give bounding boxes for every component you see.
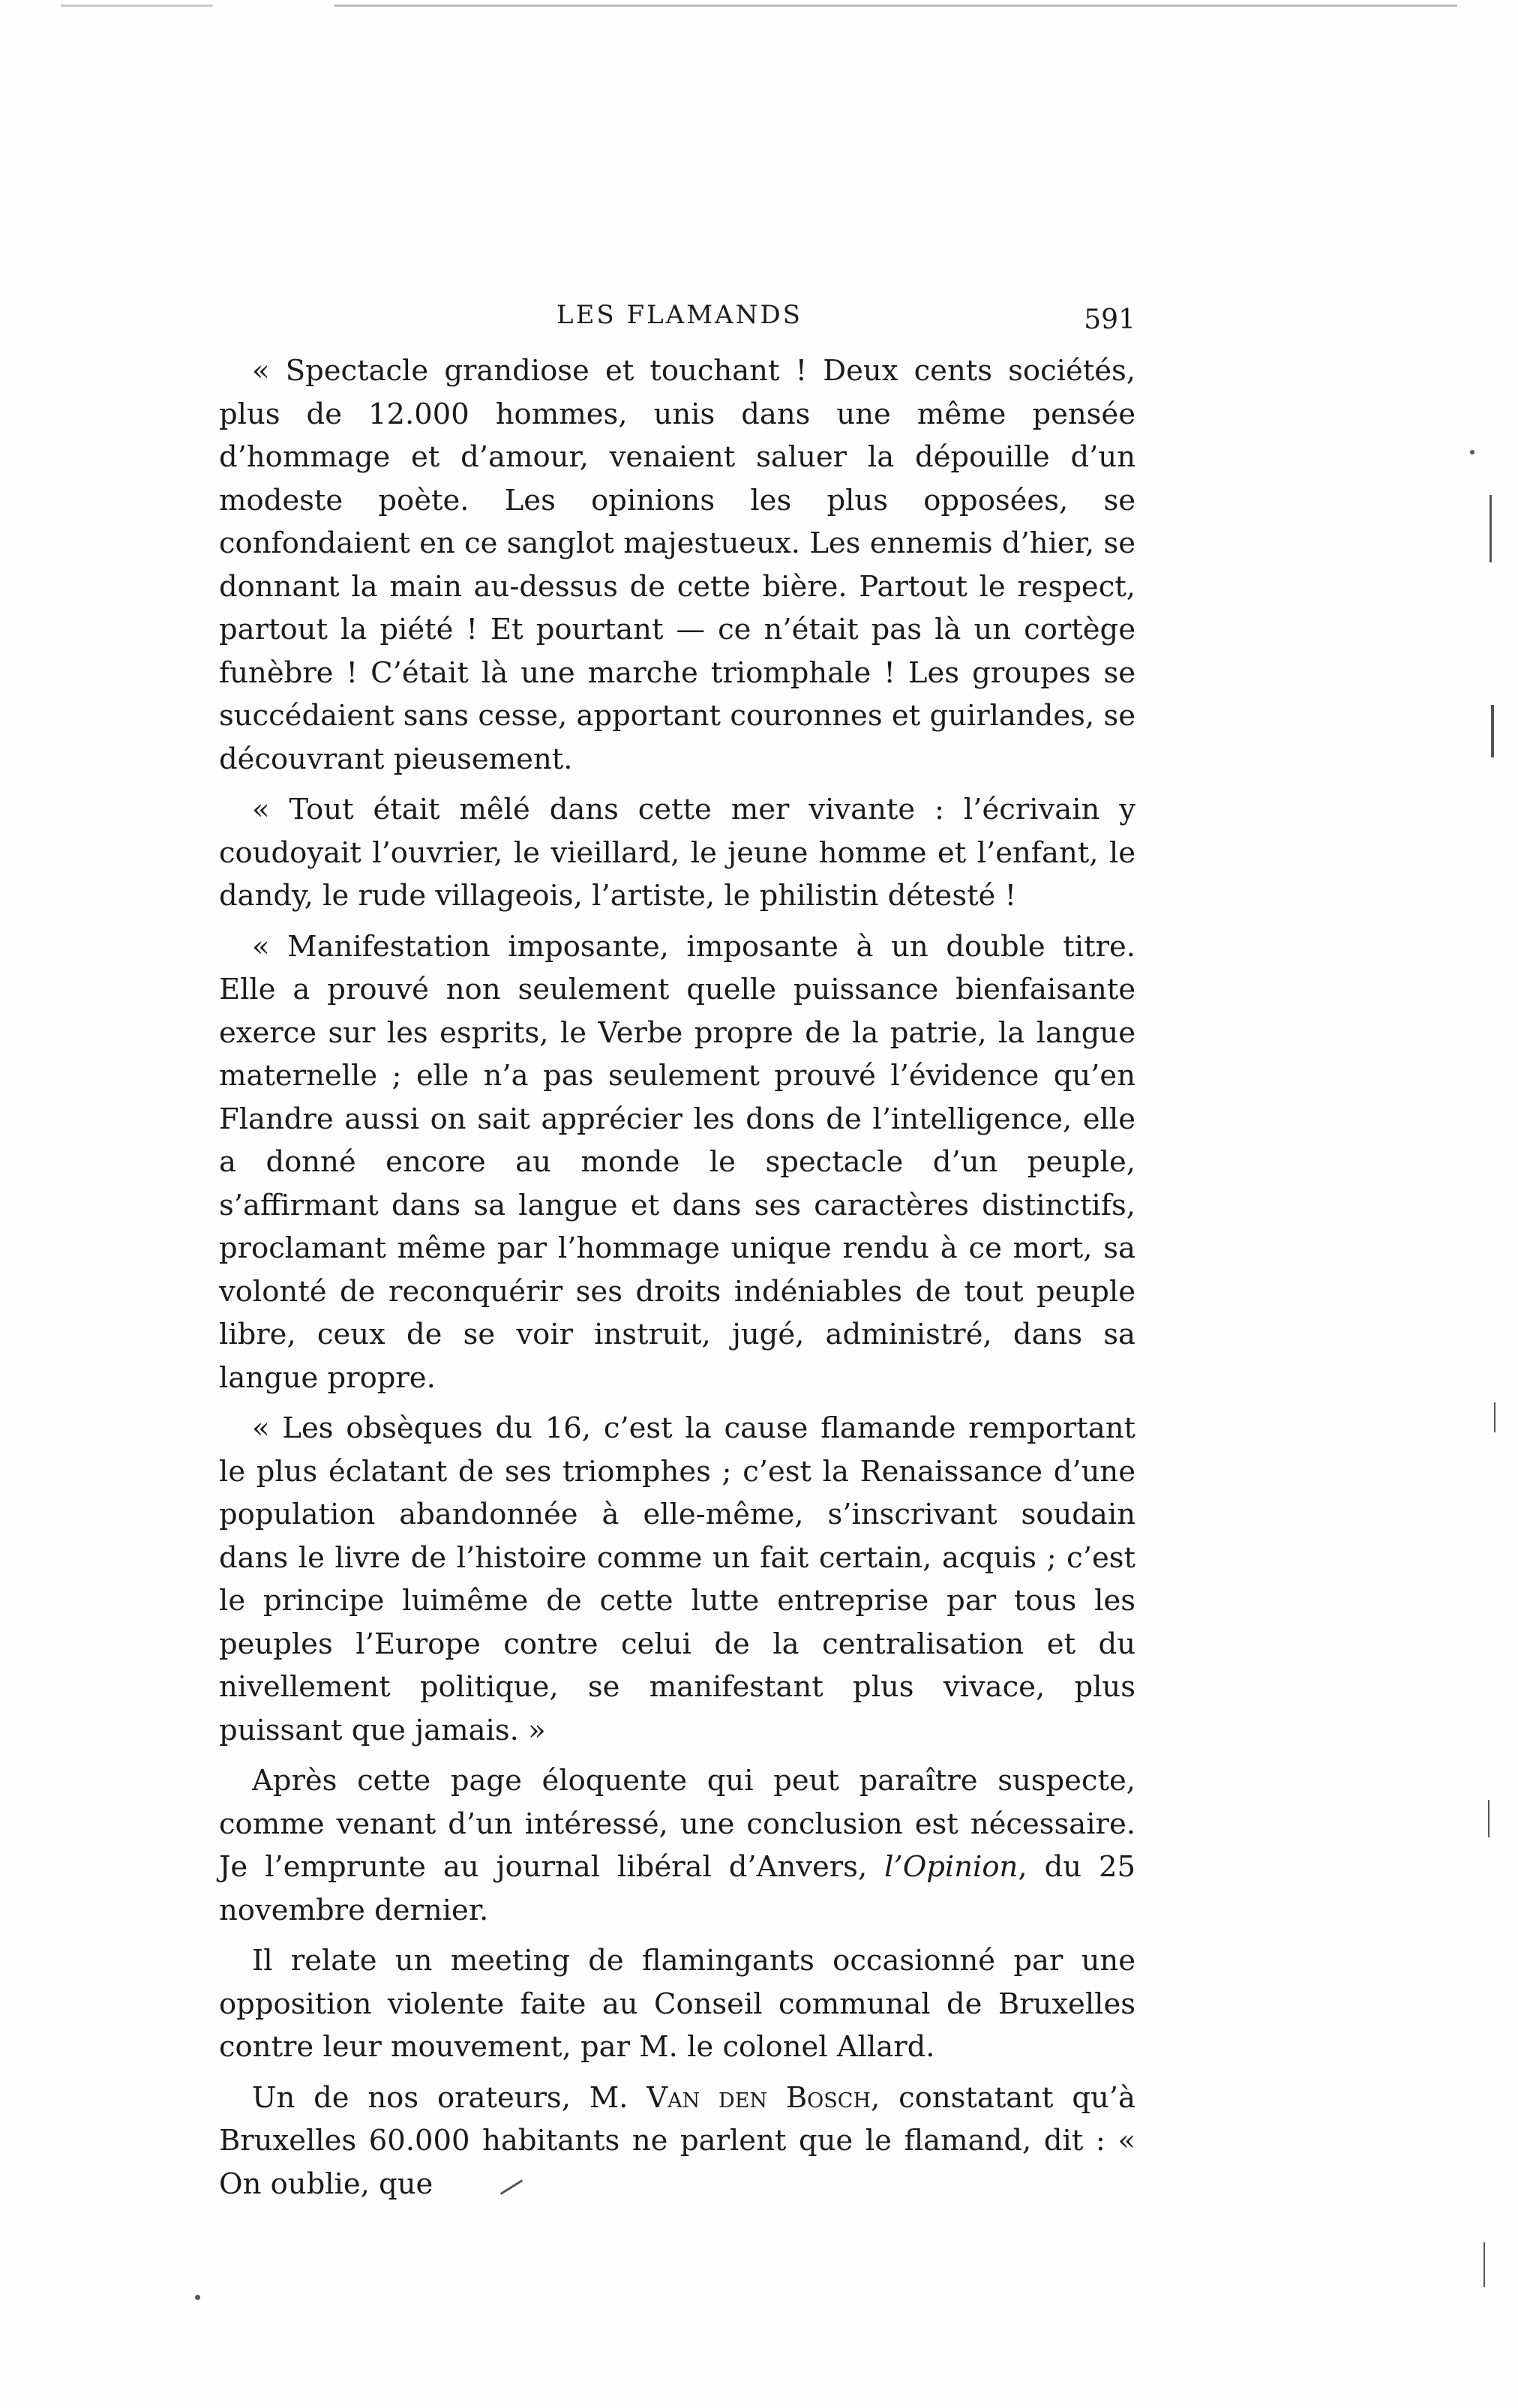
conclusion-date: , du 25 novembre dernier. [219,1850,1136,1927]
paragraph-meeting: Il relate un meeting de flamingants occasionné par une opposition violente faite au Conseil communal de Bruxelles contre leur mouvement, par M. le colonel Allard. [219,1944,1136,2064]
body-text [219,349,1136,2213]
page-number: 591 [1084,304,1136,335]
paragraph-mer-vivante: « Tout était mêlé dans cette mer vivante : l’écrivain y coudoyait l’ouvrier, le vieillard, le jeune homme et l’enfant, le dandy, le rude villageois, l’artiste, le philistin détesté ! [219,793,1136,913]
running-head [219,300,1136,342]
paragraph-spectacle: « Spectacle grandiose et touchant ! Deux cents sociétés, plus de 12.000 hommes, unis dans une même pensée d’hommage et d’amour, venaient saluer la dépouille d’un modeste poète. Les opinions les plus opposées, se confondaient en ce sanglot majestueux. Les ennemis d’hier, se donnant la main au-dessus de cette bière. Partout le respect, partout la piété ! Et pourtant — ce n’était pas là un cortège funèbre ! C’était là une marche triomphale ! Les groupes se succédaient sans cesse, apportant couronnes et guirlandes, se découvrant pieusement. [219,354,1136,776]
conclusion-text: Après cette page éloquente qui peut paraître suspecte, comme venant d’un intéressé, une conclusion est nécessaire. Je l’emprunte au journal libéral d’Anvers, [219,1764,1136,1884]
paragraph-orateurs [219,2077,1136,2206]
running-title: LES FLAMANDS [556,300,802,330]
paragraph-conclusion [219,1759,1136,1932]
orateurs-quote: , constatant qu’à Bruxelles 60.000 habitants ne parlent que le flamand, dit : « On oublie, que [219,2080,1136,2201]
margin-mark [1488,1800,1490,1837]
margin-mark [1491,705,1494,757]
margin-mark [1490,495,1492,562]
scan-top-edge [0,4,1518,7]
margin-mark [1494,1402,1496,1432]
margin-mark [1484,2242,1485,2287]
journal-title: l’Opinion [884,1850,1018,1884]
orateurs-intro: Un de nos orateurs, M. [252,2080,647,2115]
margin-mark [1470,450,1474,454]
margin-mark [195,2295,200,2300]
paragraph-obseques: « Les obsèques du 16, c’est la cause flamande remportant le plus éclatant de ses triomphes ; c’est la Renaissance d’une population abandonnée à elle-même, s’inscrivant soudain dans le livre de l’histoire comme un fait certain, acquis ; c’est le principe luimême de cette lutte entreprise par tous les peuples l’Europe contre celui de la centralisation et du nivellement politique, se manifestant plus vivace, plus puissant que jamais. » [219,1411,1136,1747]
orator-name: Van den Bosch [646,2080,872,2115]
paragraph-manifestation: « Manifestation imposante, imposante à un double titre. Elle a prouvé non seulement quelle puissance bienfaisante exerce sur les esprits, le Verbe propre de la patrie, la langue maternelle ; elle n’a pas seulement prouvé l’évidence qu’en Flandre aussi on sait apprécier les dons de l’intelligence, elle a donné encore au monde le spectacle d’un peuple, s’affirmant dans sa langue et dans ses caractères distinctifs, proclamant même par l’hommage unique rendu à ce mort, sa volonté de reconquérir ses droits indéniables de tout peuple libre, ceux de se voir instruit, jugé, administré, dans sa langue propre. [219,929,1136,1395]
